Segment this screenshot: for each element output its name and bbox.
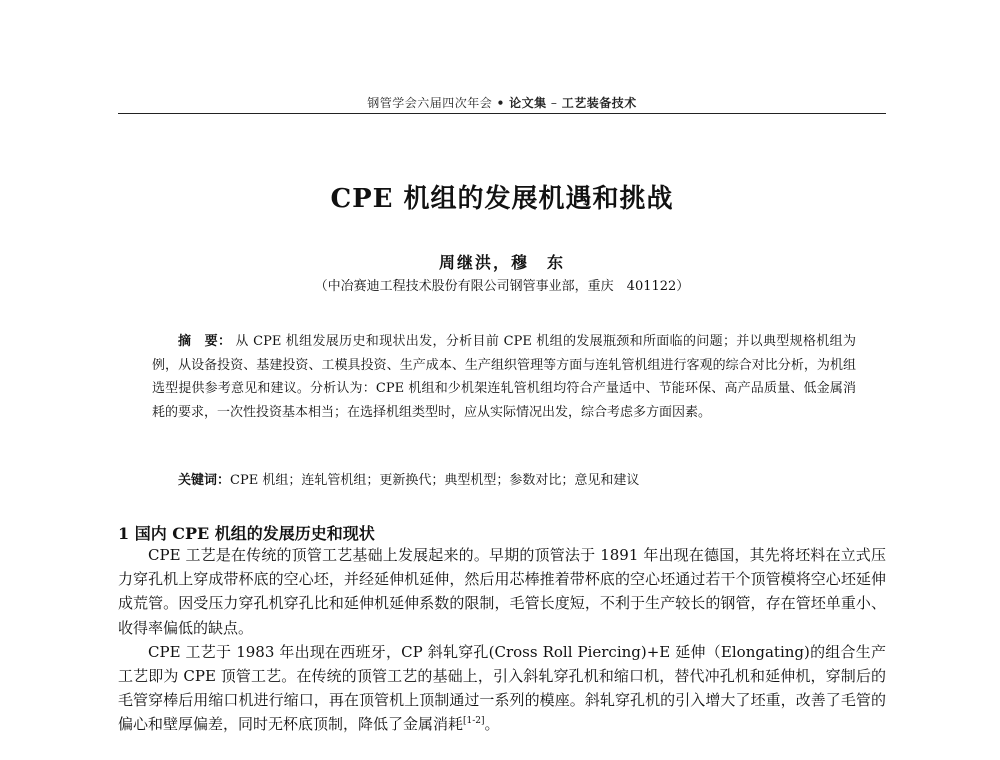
abstract-label: 摘 要： (178, 334, 232, 349)
authors: 周继洪，穆 东 (438, 253, 565, 272)
body-paragraph-2-text: CPE 工艺于 1983 年出现在西班牙，CP 斜轧穿孔(Cross Roll Piercing)+E 延伸（Elongating)的组合生产工艺即为 CPE 顶管工艺。在传统的顶管工艺的基础上，引入斜轧穿孔机和缩口机，替代冲孔机和延伸机，穿制后的毛管穿棒后用缩口机进行缩口，再在顶管机上顶制通过一系列的模座。斜轧穿孔机的引入增大了坯重，改善了毛管的偏心和壁厚偏差，同时无杯底顶制，降低了金属消耗 (118, 642, 886, 734)
keywords (152, 470, 856, 492)
header-collection: 论文集 (509, 96, 547, 110)
section-body (118, 543, 886, 737)
body-paragraph-2-end: 。 (484, 715, 500, 734)
abstract (152, 330, 856, 424)
header-topic: 工艺装备技术 (561, 96, 637, 110)
paper-title: CPE 机组的发展机遇和挑战 (330, 184, 674, 214)
header-series: 钢管学会六届四次年会 (367, 96, 493, 110)
header-dash: – (550, 96, 558, 110)
section-heading: 1 国内 CPE 机组的发展历史和现状 (118, 524, 375, 543)
affiliation: （中冶赛迪工程技术股份有限公司钢管事业部，重庆 401122） (314, 279, 690, 294)
abstract-text: 从 CPE 机组发展历史和现状出发，分析目前 CPE 机组的发展瓶颈和所面临的问题；并以典型规格机组为例，从设备投资、基建投资、工模具投资、生产成本、生产组织管理等方面与连轧管机组进行客观的综合对比分析，为机组选型提供参考意见和建议。分析认为：CPE 机组和少机架连轧管机组均符合产量适中、节能环保、高产品质量、低金属消耗的要求，一次性投资基本相当；在选择机组类型时，应从实际情况出发，综合考虑多方面因素。 (152, 334, 856, 420)
header-bullet: • (496, 96, 505, 110)
running-header (118, 94, 886, 111)
citation-ref: [1-2] (463, 716, 485, 727)
header-rule (118, 113, 886, 114)
body-paragraph-2 (118, 640, 886, 737)
keywords-label: 关键词： (178, 473, 231, 488)
keywords-text: CPE 机组；连轧管机组；更新换代；典型机型；参数对比；意见和建议 (230, 473, 640, 488)
body-paragraph-1: CPE 工艺是在传统的顶管工艺基础上发展起来的。早期的顶管法于 1891 年出现在德国，其先将坯料在立式压力穿孔机上穿成带杯底的空心坯，并经延伸机延伸，然后用芯棒推着带杯底的空心坯通过若干个顶管模将空心坯延伸成荒管。因受压力穿孔机穿孔比和延伸机延伸系数的限制，毛管长度短，不利于生产较长的钢管，存在管坯单重小、收得率偏低的缺点。 (118, 546, 886, 637)
